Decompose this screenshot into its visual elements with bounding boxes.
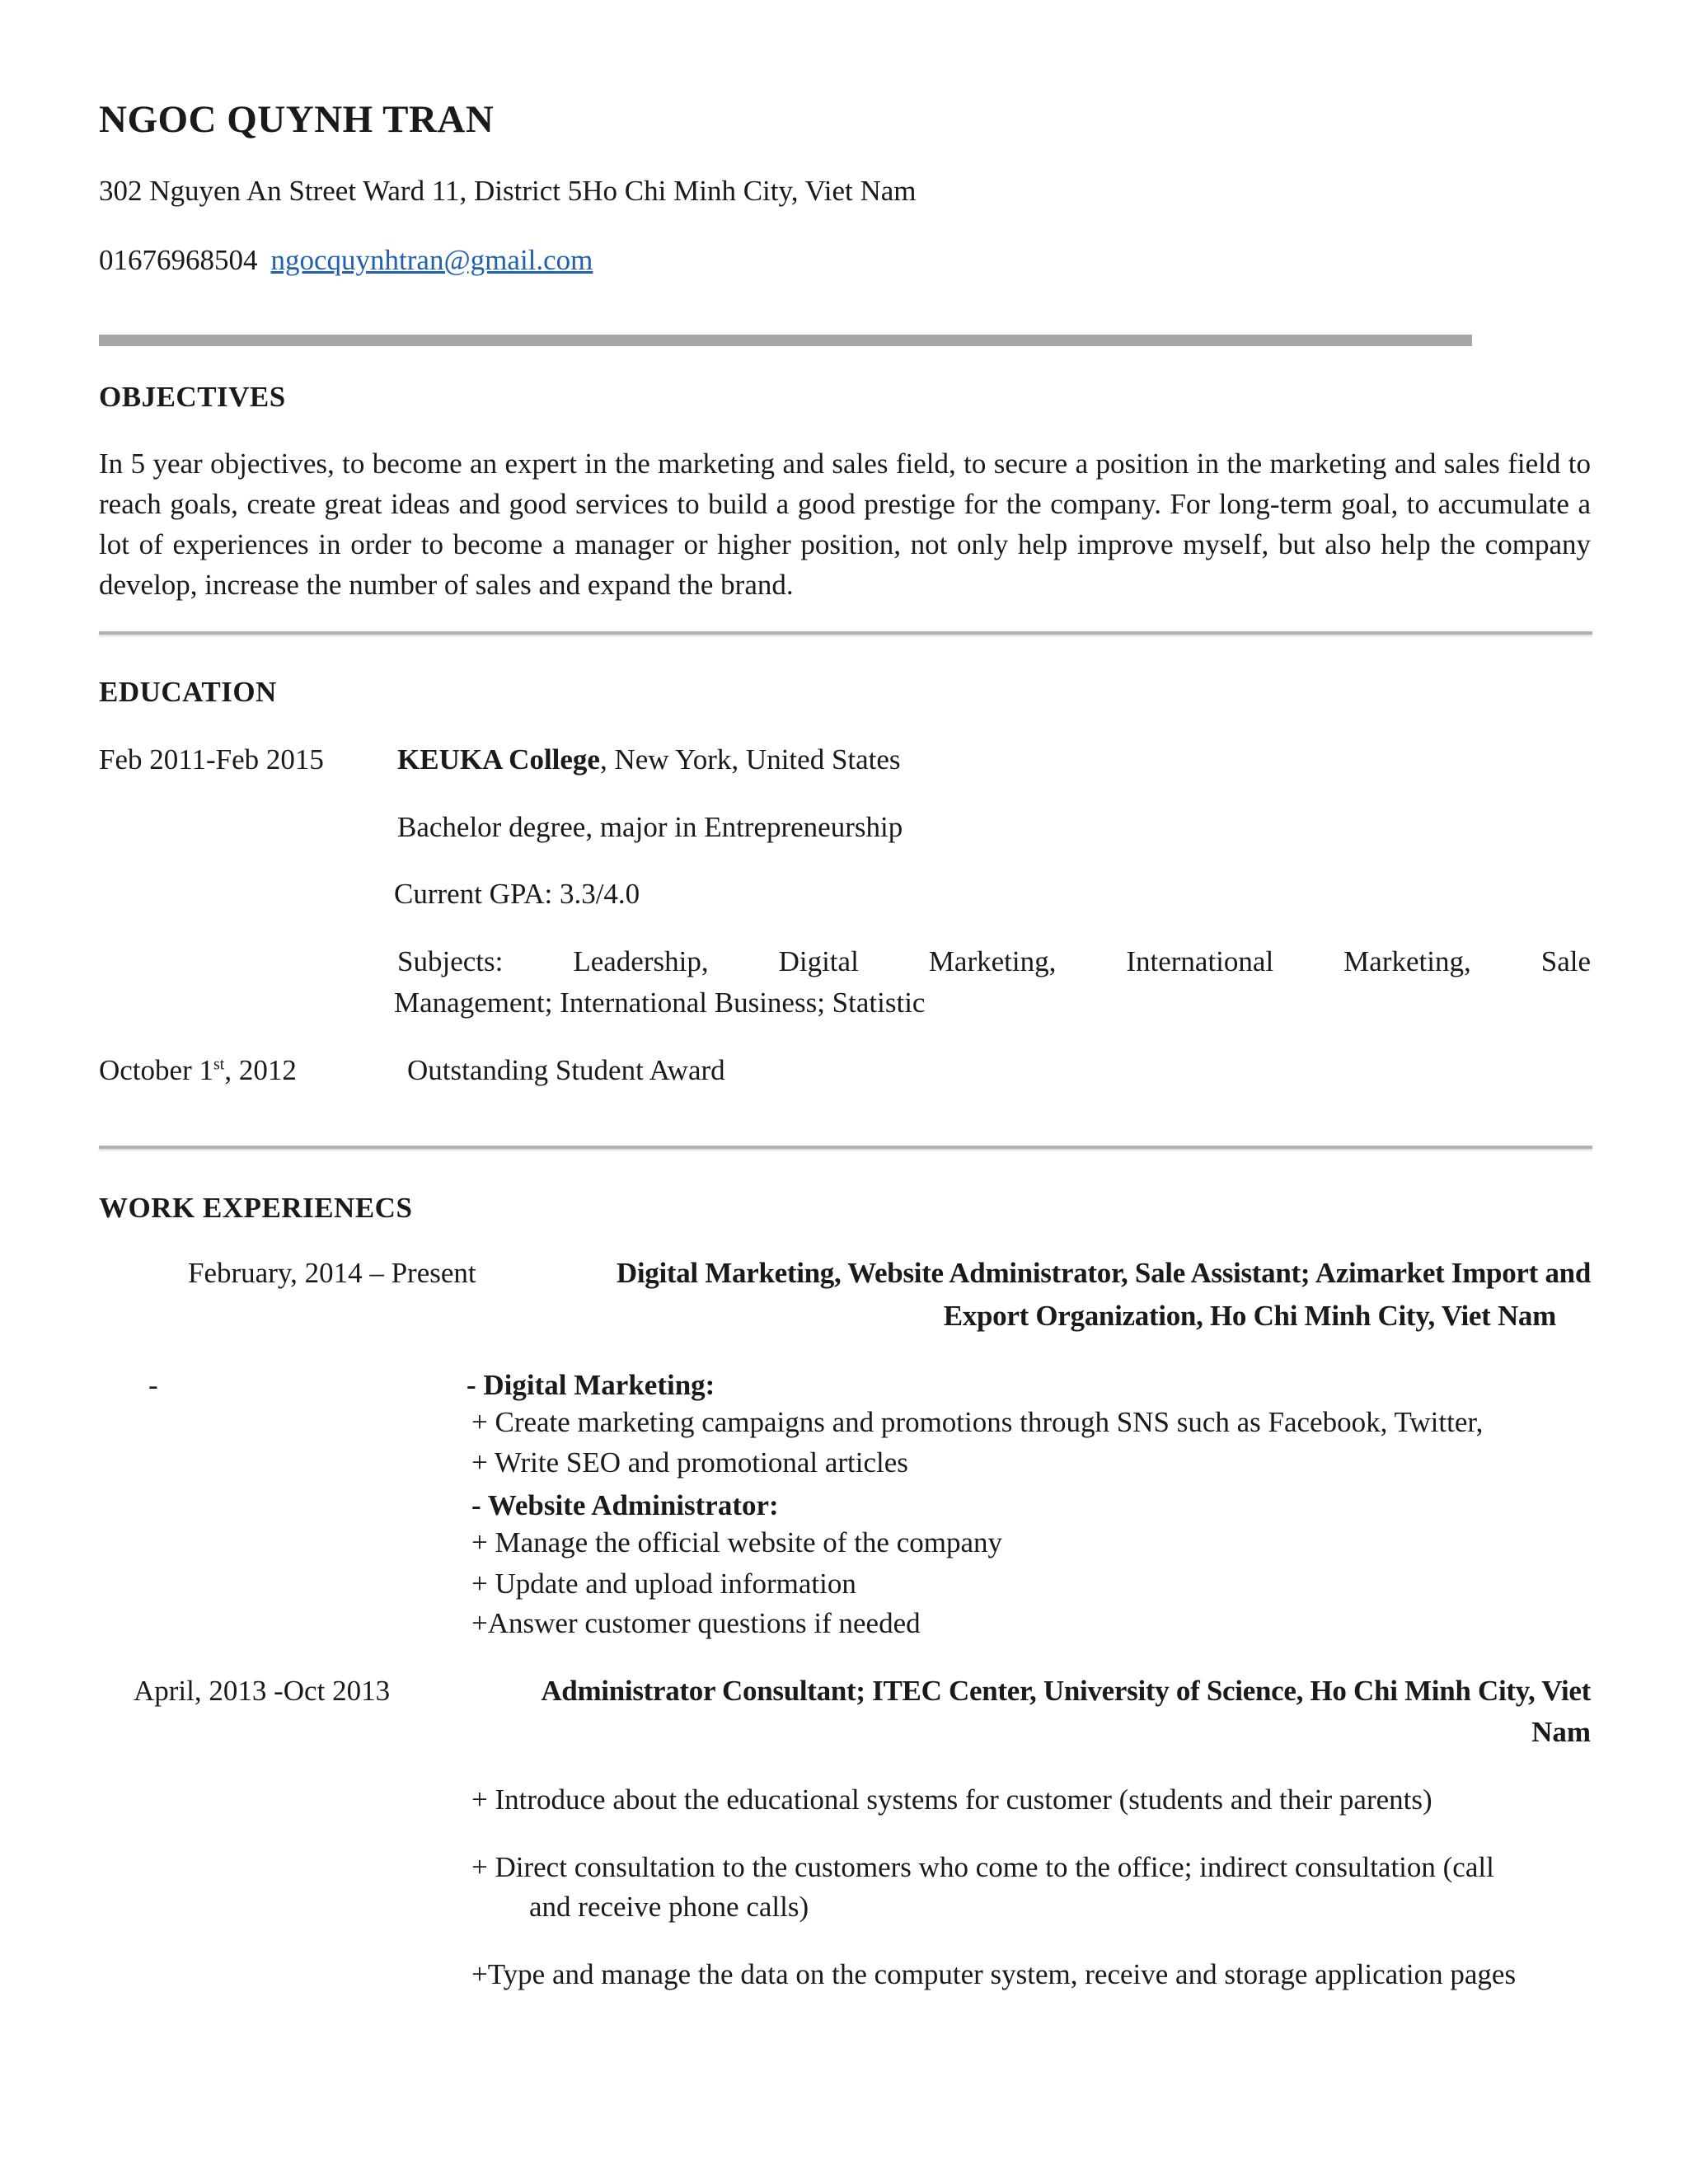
list-item: + Create marketing campaigns and promotions through SNS such as Facebook, Twitter, [471,1406,1484,1438]
section-divider [99,631,1592,635]
job2-title-line-2: Nam [1531,1716,1591,1748]
list-item: +Answer customer questions if needed [471,1607,921,1639]
list-item: + Write SEO and promotional articles [471,1446,908,1479]
objectives-text: In 5 year objectives, to become an expert in the marketing and sales field, to secure a position in the marketing and sales field to reach goals, create great ideas and good services to build a good prestige for the company. For long-term goal, to accumulate a lot of experiences in order to become a manager or higher position, not only help improve myself, but also help the company develop, increase the number of sales and expand the brand. [99,448,1591,601]
objectives-heading: OBJECTIVES [99,381,286,413]
job1-dash: - [148,1369,158,1401]
award-date-prefix: October 1 [99,1054,213,1086]
job1-title-line-2: Export Organization, Ho Chi Minh City, Viet Nam [943,1300,1556,1332]
award: Outstanding Student Award [407,1054,725,1086]
award-date-sup: st [213,1055,225,1074]
email-link[interactable]: ngocquynhtran@gmail.com [270,244,593,276]
education-heading: EDUCATION [99,676,277,708]
degree: Bachelor degree, major in Entrepreneurship [397,811,903,843]
gpa: Current GPA: 3.3/4.0 [394,878,640,910]
subjects-line-2: Management; International Business; Statistic [394,987,926,1019]
job2-date: April, 2013 -Oct 2013 [134,1675,391,1707]
header-divider [99,335,1472,346]
job2-title-line-1: Administrator Consultant; ITEC Center, University of Science, Ho Chi Minh City, Viet [541,1675,1591,1707]
subjects-line-1: Subjects: Leadership, Digital Marketing, International Marketing, Sale [397,945,1591,977]
list-item: + Manage the official website of the company [471,1526,1003,1558]
award-date-suffix: , 2012 [224,1054,297,1086]
work-heading: WORK EXPERIENECS [99,1192,413,1224]
section-divider [99,1146,1592,1149]
list-item: + Update and upload information [471,1568,856,1600]
college-name: KEUKA College [397,743,600,776]
award-date [99,1054,297,1087]
college-location: , New York, United States [599,743,901,776]
phone-number: 01676968504 [99,244,258,276]
list-item-continuation: and receive phone calls) [529,1891,809,1923]
list-item: +Type and manage the data on the computer system, receive and storage application pages [471,1958,1517,1990]
college-line [397,743,901,776]
job1-date: February, 2014 – Present [188,1257,476,1289]
job1-subsection-digital-marketing: - Digital Marketing: [467,1369,715,1401]
contact-line [99,244,593,277]
resume-name: NGOC QUYNH TRAN [99,98,495,141]
job1-title-line-1: Digital Marketing, Website Administrator, Sale Assistant; Azimarket Import and [616,1257,1591,1289]
address: 302 Nguyen An Street Ward 11, District 5Ho Chi Minh City, Viet Nam [99,175,917,207]
job1-subsection-website-admin: - Website Administrator: [471,1489,779,1521]
list-item: + Direct consultation to the customers who come to the office; indirect consultation (call [471,1851,1494,1883]
education-date: Feb 2011-Feb 2015 [99,743,324,776]
list-item: + Introduce about the educational systems for customer (students and their parents) [471,1783,1432,1816]
